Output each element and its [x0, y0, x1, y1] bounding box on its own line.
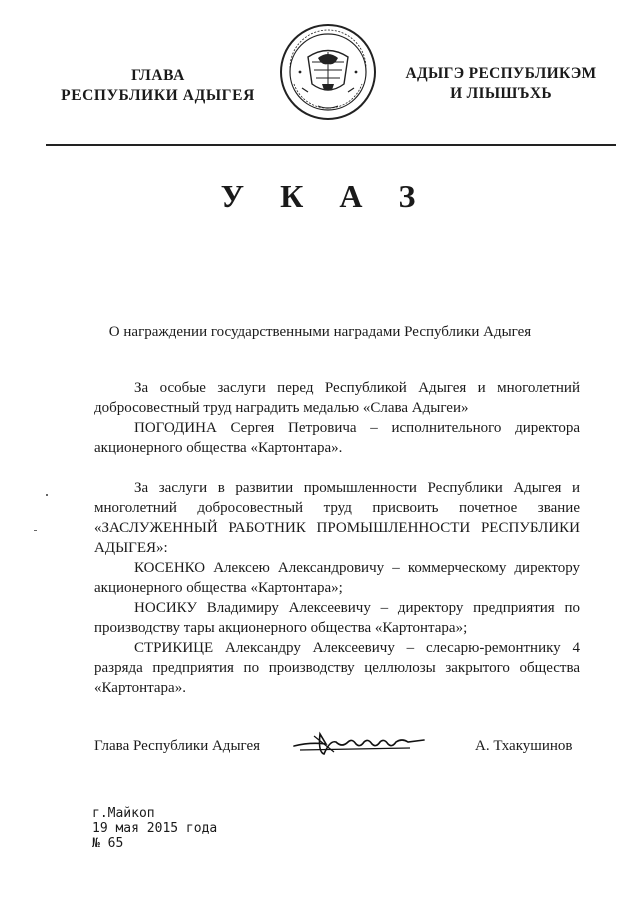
header-left-line-1: ГЛАВА [131, 67, 185, 84]
signatory-position: Глава Республики Адыгея [94, 738, 261, 754]
paragraph: За особые заслуги перед Республикой Адыгея и многолетний добросовестный труд наградить медалью «Слава Адыгеи» [94, 380, 580, 416]
header-right [384, 64, 618, 104]
signatory-name: А. Тхакушинов [475, 738, 573, 754]
paragraph: ПОГОДИНА Сергея Петровича – исполнительного директора акционерного общества «Картонтара». [94, 420, 580, 456]
header-right-line-1: АДЫГЭ РЕСПУБЛИКЭМ [405, 65, 597, 82]
place-of-issue: г.Майкоп [92, 806, 155, 821]
paragraph: НОСИКУ Владимиру Алексеевичу – директору предприятия по производству тары акционерного общества «Картонтара»; [94, 600, 580, 636]
paragraph: СТРИКИЦЕ Александру Алексеевичу – слесарю-ремонтнику 4 разряда предприятия по производству целлюлозы закрытого общества «Картонтара». [94, 640, 580, 696]
document-footer [92, 806, 217, 851]
paragraph: За заслуги в развитии промышленности Республики Адыгея и многолетний добросовестный труд присвоить почетное звание «ЗАСЛУЖЕННЫЙ РАБОТНИК ПРОМЫШЛЕННОСТИ РЕСПУБЛИКИ АДЫГЕЯ»: [94, 480, 580, 556]
header-left-line-2: РЕСПУБЛИКИ АДЫГЕЯ [61, 87, 255, 104]
header-right-line-2: И ЛІЫШЪХЬ [450, 85, 552, 102]
header-divider [46, 144, 616, 146]
coat-of-arms-icon [278, 22, 378, 122]
decree-number: № 65 [92, 836, 124, 851]
handwritten-signature [290, 726, 430, 758]
document-subject: О награждении государственными наградами Республики Адыгея [108, 324, 532, 340]
header-left [40, 66, 276, 106]
document-title: У К А З [220, 178, 430, 214]
paragraph: КОСЕНКО Алексею Александровичу – коммерческому директору акционерного общества «Картонтара»; [94, 560, 580, 596]
scan-speck [34, 530, 37, 531]
scan-speck [46, 494, 48, 496]
issue-date: 19 мая 2015 года [92, 821, 218, 836]
decree-body [94, 378, 580, 698]
